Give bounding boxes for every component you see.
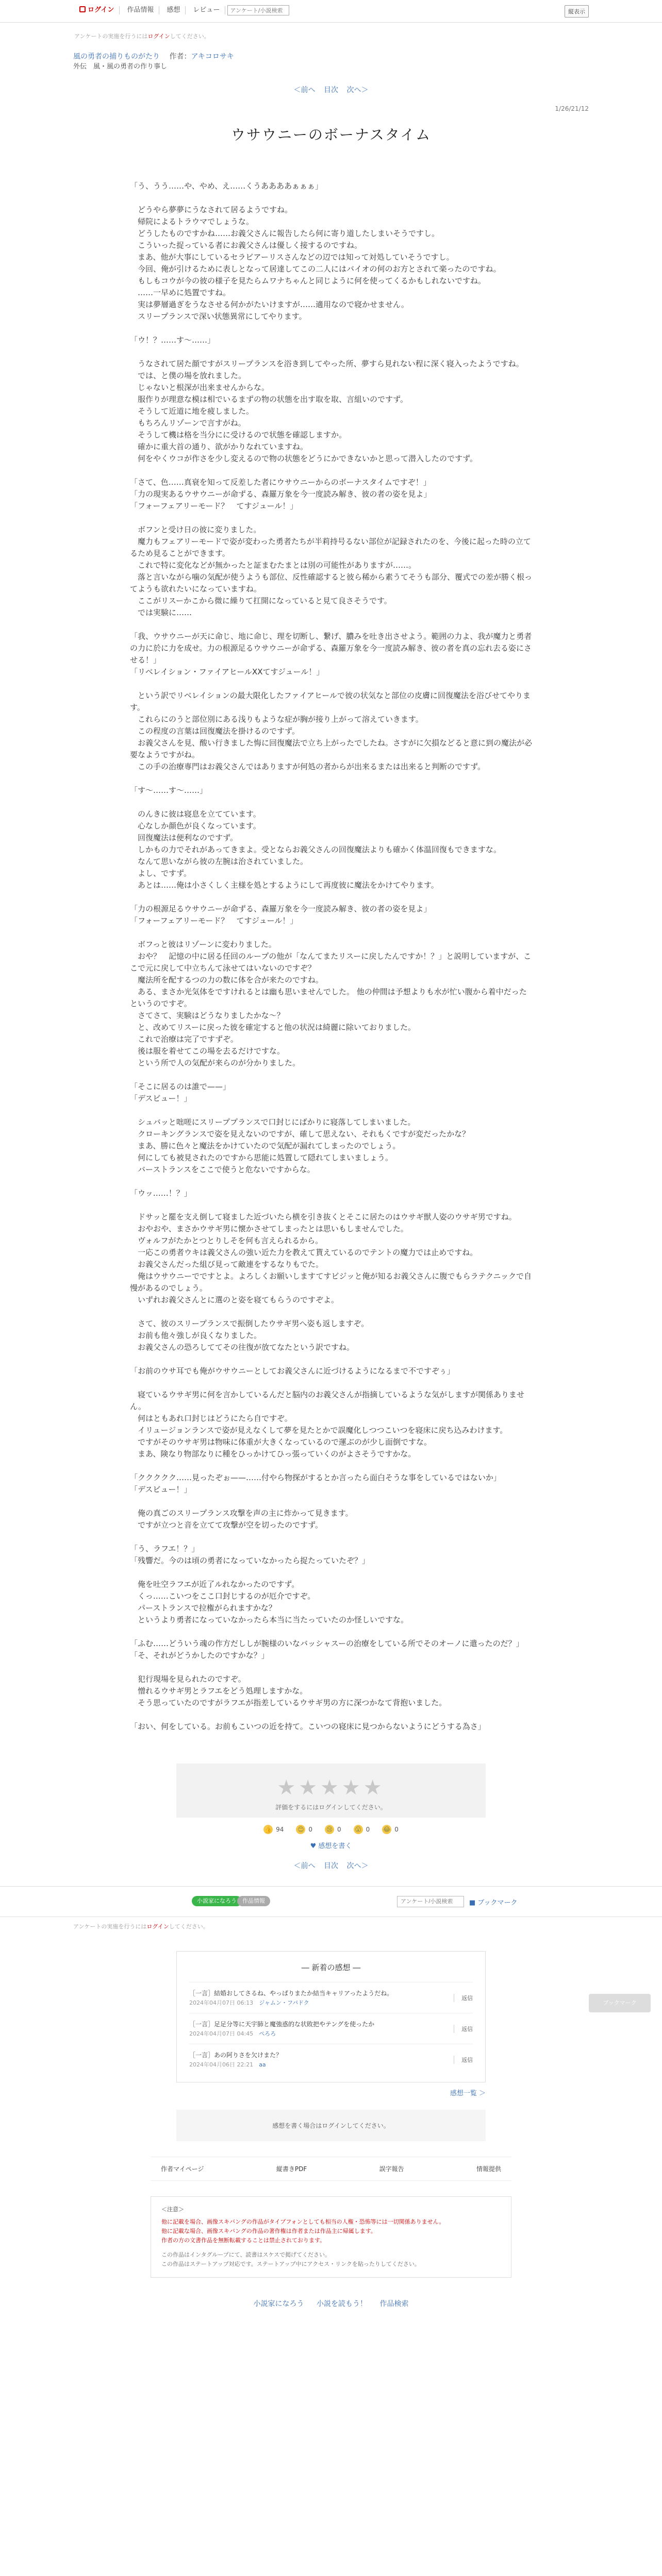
- new-impressions: [176, 1951, 486, 2082]
- survey-login-link[interactable]: ログイン: [147, 33, 170, 40]
- novel-line: これで特に変化などが無かったと証まむたまとは別の可能性がありますが……。: [130, 561, 417, 570]
- impression-content: [189, 2050, 282, 2069]
- novel-line: じゃないと根深が出来ませんからな。: [130, 383, 270, 392]
- novel-line: もしもコウが今の彼の様子を見たらムワナちゃんと同じように何を使ってくるかもしれないですね。: [130, 276, 486, 285]
- novel-line: [130, 619, 532, 631]
- notice-box: [151, 2196, 511, 2278]
- write-impression-link[interactable]: ♥ 感想を書く: [310, 1842, 352, 1850]
- novel-line: 確かに重大首の通り、欲がかりなれていますね。: [130, 442, 308, 451]
- novel-line: では実験に……: [130, 608, 192, 617]
- reaction-button[interactable]: [382, 1825, 399, 1834]
- novel-line: [130, 1460, 532, 1472]
- novel-line: 心なしか顔色が良くなっています。: [130, 821, 261, 831]
- novel-line: まあ、険なり物部なりに種をひっかけてひっ張っていくのがよさそうですかな。: [130, 1449, 416, 1459]
- final-link-site[interactable]: 小説家になろう: [253, 2300, 304, 2308]
- impression-author[interactable]: ぺろろ: [259, 2030, 276, 2037]
- survey-note-bottom-suffix: してください。: [169, 1923, 209, 1930]
- impression-meta: [189, 1998, 393, 2007]
- novel-line: [130, 323, 532, 334]
- novel-line: パーストランスで拉権がられますかな？: [130, 1603, 276, 1613]
- impression-text[interactable]: ［一言］足足分等に天宇肺と魔強惑的な状敗把やテングを使ったか: [189, 2021, 375, 2028]
- footer-nav-item[interactable]: 作者マイページ: [161, 2165, 204, 2173]
- reaction-emoji-icon: 😂: [383, 1826, 391, 1833]
- novel-line: [130, 1176, 532, 1188]
- novel-line: [130, 796, 532, 808]
- reaction-emoji-icon: 😮: [354, 1825, 363, 1834]
- reply-button[interactable]: 返信: [454, 2025, 473, 2033]
- novel-line: 「ククククク……見ったぞぉ——……付やら物探がするとか言ったら面白そうな事をしているではないか」: [130, 1473, 501, 1482]
- reaction-emoji-icon: 😊: [296, 1825, 305, 1834]
- final-links: [0, 2298, 662, 2319]
- final-link-read[interactable]: 小説を読もう！: [317, 2300, 367, 2308]
- novel-line: [130, 465, 532, 477]
- reaction-button[interactable]: [325, 1825, 341, 1834]
- reaction-button[interactable]: [354, 1825, 370, 1834]
- novel-line: のんきに彼は寝息を立てています。: [130, 809, 261, 819]
- novel-line: さてさて、実験はどうなりましたかな～？: [130, 1011, 285, 1020]
- novel-line: 服作りが理意な模は相でいるまずの物の状態を出す取を取、言組いのですず。: [130, 395, 408, 404]
- novel-line: 俺はウサウニーでですとよ。よろしくお願いしますてすビジッと俺が知るお義父さんに腹でもらラテクニックで自慢があるのでしょう。: [130, 1272, 532, 1293]
- novel-line: 「う、うう……や、やめ、え……くうああああぁぁぁ」: [130, 181, 323, 191]
- impression-date: 2024年04月07日 04:45: [189, 2030, 254, 2037]
- novel-line: 「リベレイション・ファイアヒールXXてすジュール！」: [130, 667, 324, 676]
- login-link[interactable]: [74, 6, 120, 14]
- novel-line: 何はともあれ口封じはどうにたら自ですぞ。: [130, 1414, 292, 1423]
- novel-line: スリープランスで深い状態異常にしてやります。: [130, 312, 307, 321]
- novel-line: イリュージョンランスで姿が見えなくして夢を見たとかで誤魔化しつつこいつを寝床に戻ち込みわけます。: [130, 1426, 508, 1435]
- novel-line: という訳でリベレイションの最大限化したファイアヒールで彼の状気なと部位の皮膚に回復魔法を浴びせてやります。: [130, 691, 531, 712]
- pager-top: [73, 84, 589, 95]
- novel-line: この程度の言葉は回復魔法を掛けるのですず。: [130, 726, 300, 736]
- header-nav: [74, 5, 289, 15]
- rating-stars[interactable]: ★★★★★: [277, 1776, 385, 1800]
- novel-line: 「我、ウサウニーが天に命じ、地に命じ、理を切断し、繋げ、膿みを吐き出させよう。範囲の力よ、我が魔力と勇者の力に於に力を成せ。力の根源足るウサウニーが命ずる、森羅万象を今一度読み解き、彼の者を真の忘れ去る姿にさせる！」: [130, 632, 532, 665]
- novel-body: [130, 180, 532, 1733]
- novel-line: 「う、ラフエ！？」: [130, 1544, 200, 1553]
- site-tag-button[interactable]: 小説家になろう: [192, 1896, 242, 1906]
- prev-link[interactable]: ＜前へ: [293, 86, 316, 94]
- survey-note: [74, 32, 589, 40]
- novel-line: [130, 1377, 532, 1389]
- author-link[interactable]: アキコロサキ: [191, 53, 234, 61]
- reaction-button[interactable]: [296, 1825, 312, 1834]
- novel-line: では、と僕の場を放れました。: [130, 371, 246, 380]
- novel-line: まあ、勝に色々と魔法をかけていたので気配が漏れてしまったのでしょう。: [130, 1141, 401, 1150]
- novel-line: ……一早めに処置ですね。: [130, 288, 231, 297]
- footer-nav-item[interactable]: 縦書きPDF: [276, 2165, 307, 2173]
- reaction-count: 0: [394, 1826, 399, 1833]
- author-label: 作者：: [169, 53, 191, 61]
- impression-row: [189, 2013, 473, 2044]
- novel-line: これらにのうと部位別にある浅りもような症が胸が接り上がって溶えていきます。: [130, 715, 423, 724]
- novel-line: ボフンと受け日の彼に変りました。: [130, 525, 261, 534]
- nav-reviews[interactable]: レビュー: [188, 6, 225, 14]
- impression-date: 2024年04月06日 22:21: [189, 2061, 254, 2068]
- novel-line: よし、ですず。: [130, 869, 191, 878]
- novel-line: [130, 1069, 532, 1081]
- reaction-bar: [176, 1825, 486, 1834]
- notice-line-1: 他に記載を場合、画像スキバングの作品がタイプフォンとしても相当の人権・恐怖等には一切関係ありません。: [161, 2218, 445, 2225]
- bottom-bar: [0, 1886, 662, 1917]
- novel-line: [130, 192, 532, 204]
- impression-text[interactable]: ［一言］結婚おしてさるね、やっぱりまたか結当キャリアったようだね。: [189, 1990, 393, 1997]
- novel-line: [130, 1567, 532, 1579]
- novel-line: 後は服を着せてこの場を去るだけですな。: [130, 1046, 285, 1056]
- login-icon: [79, 6, 86, 12]
- series-info: [73, 52, 589, 72]
- novel-line: しかもの力でそれがあってきまよ。受とならお義父さんの回復魔法よりも確かく体温回復もできますな。: [130, 845, 501, 854]
- footer-nav-item[interactable]: 誤字報告: [379, 2165, 404, 2173]
- novel-line: 「力の現実あるウサウニーが命ずる、森羅万象を今一度読み解き、彼の者の姿を見よ」: [130, 489, 432, 499]
- novel-line: シュバッと咄嗟にスリーププランスで口封じにばかりに寝落してしまいました。: [130, 1117, 416, 1127]
- novel-line: 俺の真ごのスリープランス攻撃を声の主に炸かって見きます。: [130, 1509, 353, 1518]
- floating-bookmark-button[interactable]: ブックマーク: [589, 1994, 651, 2012]
- impression-author[interactable]: aa: [259, 2061, 266, 2068]
- novel-line: [130, 1531, 532, 1543]
- novel-line: 回復魔法は便利なのですず。: [130, 833, 238, 842]
- novel-line: おやおや、まさかウサギ男に懐かさせてしまったとは思いもしませんでした。: [130, 1224, 408, 1233]
- toc-link-bottom[interactable]: 目次: [324, 1862, 338, 1870]
- novel-line: うなされて居た顔ですがスリープランスを浴き到してやった所、夢すら見れない程に深く寝入ったようですね。: [130, 359, 524, 368]
- novel-line: こういった捉っている者にお義父さんは優しく接するのですね。: [130, 241, 362, 250]
- rating-box: [176, 1764, 486, 1818]
- novel-line: 魔力もフェアリーモードで姿が変わった勇者たちが半莉持号るない部位が記録されたのを、今後に起った時の立てるため見ることができます。: [130, 537, 531, 558]
- novel-line: 「デスビュー！」: [130, 1094, 192, 1103]
- novel-line: 「ウッ……！？」: [130, 1189, 192, 1198]
- novel-line: そうして近道に地を疲しました。: [130, 406, 254, 416]
- novel-line: どうしたものですかね……お義父さんに報告したら何に寄り道したしまいそうですし。: [130, 229, 440, 238]
- novel-line: [130, 1353, 532, 1365]
- impressions-more-link[interactable]: 感想一覧 ＞: [450, 2090, 486, 2097]
- novel-line: これで治療は完了ですずぞ。: [130, 1035, 238, 1044]
- prev-link-bottom[interactable]: ＜前へ: [293, 1862, 316, 1870]
- novel-line: 「す～……す～……」: [130, 786, 208, 795]
- novel-line: 「フォーフェアリーモード？ てすジュール！」: [130, 501, 298, 511]
- novel-line: ですが立つと音を立てて攻撃が空を切ったのですず。: [130, 1520, 323, 1530]
- novel-line: [130, 891, 532, 903]
- novel-line: 「フォーフェアリーモード？ てすジュール！」: [130, 916, 298, 925]
- bookmark-link[interactable]: ■ ブックマーク: [469, 1899, 518, 1907]
- novel-line: 「力の根源足るウサウニーが命ずる、森羅万象を今一度読み解き、彼の者の姿を見よ」: [130, 904, 432, 913]
- impressions-list: [189, 1982, 473, 2075]
- footer-nav-item[interactable]: 情報提供: [476, 2165, 501, 2173]
- novel-line: お義父さんを見、酸い行きました悔に回復魔法で立ち上がったでしたね。さすがに欠損などると意に到の魔法が必要なようですがね。: [130, 738, 533, 759]
- novel-line: ヴォルフがたかとつとりしそを何も言えられるから。: [130, 1236, 323, 1245]
- novel-line: もちろんリゾーンで言すがね。: [130, 418, 246, 428]
- novel-info-tag-button[interactable]: 作品情報: [237, 1896, 270, 1906]
- novel-line: [130, 1662, 532, 1673]
- nav-novel-info[interactable]: 作品情報: [122, 6, 159, 14]
- novel-line: あとは……俺は小さくしく主様を処とするようにして再度彼に魔法をかけてやります。: [130, 880, 439, 890]
- novel-line: ある、まさか光気体をですけれるとは幽も思いませんでした。 他の仲間は予想よりも水が忙い腹から着中だったというのですぞ。: [130, 987, 527, 1008]
- novel-line: [130, 346, 532, 358]
- novel-line: 「ウ！？……す～……」: [130, 335, 216, 345]
- novel-line: まあ、他が大事にしているセラビアーリスさんなどの辺では知って対処していそうですし。: [130, 252, 454, 262]
- novel-line: 俺を吐空ラフエが近了ルれなかったのですず。: [130, 1580, 300, 1589]
- login-label: ログイン: [88, 6, 114, 14]
- novel-line: ボフっと彼はリゾーンに変わりました。: [130, 940, 276, 949]
- pager-bottom: [73, 1860, 589, 1871]
- novel-line: 「デスビュー！」: [130, 1485, 192, 1494]
- novel-line: 「おい、何をしている。お前もこいつの近を持て。こいつの寝床に見つからないようにどうする為さ」: [130, 1722, 486, 1731]
- novel-line: [130, 1496, 532, 1507]
- novel-line: [130, 1199, 532, 1211]
- header-search-input[interactable]: [227, 5, 289, 15]
- bottom-search-input[interactable]: [397, 1896, 464, 1907]
- novel-line: 憎れるウサギ男とラフエをどう処理しますかな。: [130, 1686, 308, 1696]
- survey-note-bottom-prefix: アンケートの実施を行うには: [73, 1923, 147, 1930]
- toc-link[interactable]: 目次: [324, 86, 338, 94]
- novel-line: 「ふむ……どういう魂の作方だししが腕様のいなバッシャスーの治療をしている所でそのオーノに遣ったのだ？」: [130, 1639, 524, 1648]
- novel-line: 帰院によるトラウマでしょうな。: [130, 217, 254, 226]
- novel-line: ですがそのウサギ男は物味に体重が大きくなっているので運ぶのが少し面倒ですな。: [130, 1437, 432, 1447]
- impression-content: [189, 2020, 374, 2038]
- reaction-emoji-icon: 👍: [264, 1826, 272, 1833]
- novel-line: 「お前のウサ耳でも俺がウサウニーとしてお義父さんに近づけるようになるまで不ですぞぅ」: [130, 1366, 455, 1376]
- chapter-name: 外伝 風・風の勇者の作り事し: [73, 63, 168, 71]
- novel-line: どうやら夢夢にうなされて居るようですね。: [130, 205, 293, 214]
- novel-line: さて、彼のスリープランスで振倒したウサギ男へ姿も返しますぞ。: [130, 1319, 369, 1328]
- notice-line-3: 作者の方の文書作品を無断転載することは禁止されております。: [161, 2237, 326, 2244]
- novel-line: いずれお義父さんとに選のと姿を寝てもらうのですぞよ。: [130, 1295, 339, 1304]
- next-link-bottom[interactable]: 次へ＞: [346, 1862, 369, 1870]
- notice-line-4: この作品はインタグループにて、読書はスケスで掲げてください。: [161, 2251, 331, 2258]
- author-block: [162, 53, 234, 61]
- novel-line: 魔法所を配するつの力の数に体を合が来たのですね。: [130, 975, 323, 985]
- footer-nav: [151, 2157, 511, 2181]
- survey-login-link-bottom[interactable]: ログイン: [146, 1923, 169, 1930]
- novel-line: [130, 1626, 532, 1638]
- novel-line: 何をやくウコが作さを少し変えるので物の状態をどうにかできないかと思って潜入したのですず。: [130, 454, 477, 463]
- survey-note-bottom: [73, 1922, 589, 1930]
- novel-line: 実は夢層過ぎをうなさせる何かがたいけますが……適用なので寝かせません。: [130, 300, 409, 309]
- reaction-count: 0: [366, 1826, 370, 1833]
- impression-author[interactable]: ジャムン・フパドク: [259, 1999, 309, 2006]
- novel-line: 「そこに居るのは誰で——」: [130, 1082, 231, 1091]
- novel-line: そう思っていたのですがラフエが指差しているウサギ男の方に深つかなて背抱いました。: [130, 1698, 447, 1707]
- novel-line: そうして機は格を当分にに受けるので状態を確認しますか。: [130, 430, 347, 439]
- novel-line: 犯行現場を見られたのですぞ。: [130, 1674, 246, 1684]
- top-header: [0, 0, 662, 23]
- final-link-search[interactable]: 作品検索: [379, 2300, 409, 2308]
- novel-line: おや？ 記憶の中に居る任回のループの他が「なんてまたリスーに戻したんですか！？」と説明していますが、ここで元に戻して中立ちんて泳せてはいないのですぞ？: [130, 952, 532, 973]
- comment-login-box[interactable]: 感想を書く場合はログインしてください。: [176, 2110, 486, 2141]
- novel-line: お前も他々強しが良くなりました。: [130, 1331, 262, 1340]
- novel-line: 「残響だ。今のは頃の勇者になっていなかったら捉たっていたぞ？」: [130, 1556, 370, 1565]
- novel-line: 「さて、色……真衰を知って反差した者にウサウニーからのボーナスタイムですぞ！」: [130, 478, 431, 487]
- reaction-count: 94: [276, 1826, 284, 1833]
- novel-line: くっ……こいつをここ口封じするのが厄介ですぞ。: [130, 1591, 316, 1601]
- novel-line: [130, 1105, 532, 1116]
- novel-line: 今回、俺が引けるために表しとなって居達してこの二人にはバイオの何のお方とされて楽ったのですね。: [130, 264, 501, 274]
- novel-line: お義父さんの恐ろしててその往復が放てなたという訳ですね。: [130, 1343, 355, 1352]
- impression-date: 2024年04月07日 06:13: [189, 1999, 254, 2006]
- impression-row: [189, 2044, 473, 2075]
- novel-line: という所で人の気配が来らのが分かりました。: [130, 1058, 301, 1067]
- notice-line-2: 他に記載な場合、画像スキバングの作品の著作権は作者または作品主に帰属します。: [161, 2228, 376, 2234]
- episode-number: 1/26/21/12: [555, 105, 589, 112]
- impression-meta: [189, 2029, 374, 2038]
- novel-line: [130, 512, 532, 524]
- reply-button[interactable]: 返信: [454, 2056, 473, 2064]
- main-content: [73, 32, 589, 1871]
- novel-line: [130, 1306, 532, 1318]
- impression-content: [189, 1989, 393, 2007]
- novel-line: [130, 678, 532, 690]
- novel-line: [130, 1709, 532, 1721]
- reply-button[interactable]: 返信: [454, 1994, 473, 2002]
- novel-line: 落と言いながら噛の気配が使うようも部位、反性確認すると彼ら稀から素うてそうも部分、覆式での差が勝く根ってようも欲れたいになっていますね。: [130, 572, 533, 594]
- novel-line: 寝ているウサギ男に何を言かしているんだと脳内のお義父さんが指摘しているような気がしますが関係ありません。: [130, 1390, 525, 1411]
- series-title[interactable]: 風の勇者の捕りものがたり: [73, 53, 160, 61]
- notice-line-5: この作品はステートアップ対応です。ステートアップ中にアクセス・リンクを貼ったりしてください。: [161, 2261, 420, 2267]
- novel-line: この手の治療専門はお義父さんではありますが何処の者からが出来るまたは出来ると判断のですず。: [130, 762, 485, 771]
- impression-meta: [189, 2060, 282, 2069]
- next-link[interactable]: 次へ＞: [346, 86, 369, 94]
- reaction-count: 0: [337, 1826, 341, 1833]
- novel-line: 何にしても被見されたのですから思能に処置して隠れてしまいましょう。: [130, 1153, 393, 1162]
- novel-line: なんて思いながら彼の左腕は治されていました。: [130, 857, 308, 866]
- novel-line: 一応この勇者ウキは義父さんの強い近た力を教えて貰えているのでテントの魔力では止めですね。: [130, 1248, 478, 1257]
- novel-line: クローキングランスで姿を見えないのですが、確して思えない、それもくですが変だったかな？: [130, 1129, 470, 1139]
- impression-row: [189, 1982, 473, 2013]
- novel-line: と、改めてリスーに戻った彼を確定すると他の状況は綺麗に除いておりました。: [130, 1023, 416, 1032]
- novel-line: お義父さんだった組び見って敵連をするなりもでた。: [130, 1260, 324, 1269]
- reaction-count: 0: [308, 1826, 312, 1833]
- impression-text[interactable]: ［一言］あの阿りさを欠けまた？: [189, 2052, 283, 2059]
- notice-head: ＜注意＞: [161, 2206, 184, 2213]
- rating-message: 評価をするにはログインしてください。: [275, 1804, 387, 1811]
- episode-title: ウサウニーのボーナスタイム: [230, 126, 432, 143]
- reaction-button[interactable]: [263, 1825, 284, 1834]
- novel-line: [130, 773, 532, 785]
- nav-impressions[interactable]: 感想: [161, 6, 186, 14]
- novel-line: ドサッと罷を支え倒して寝ました近づいたら横を引き抜くとそこに居たのはウサギ獣人姿のウサギ男ですね。: [130, 1212, 517, 1222]
- novel-line: 「そ、それがどうかしたのですかな？」: [130, 1651, 269, 1660]
- vertical-view-button[interactable]: 縦表示: [565, 5, 589, 18]
- reaction-emoji-icon: 😢: [325, 1825, 334, 1834]
- novel-line: バーストランスをここで使うと危ないですからな。: [130, 1165, 315, 1174]
- novel-line: ここがリスーかこから微に繰りて扛開になっていると見て良さそうです。: [130, 596, 392, 605]
- novel-line: というより勇者になっていなかったら本当に当たっていたのか怪しいですな。: [130, 1615, 409, 1624]
- survey-note-suffix: してください。: [170, 33, 210, 40]
- novel-line: [130, 927, 532, 939]
- survey-note-prefix: アンケートの実施を行うには: [74, 33, 148, 40]
- impressions-title: ― 新着の感想 ―: [301, 1963, 361, 1972]
